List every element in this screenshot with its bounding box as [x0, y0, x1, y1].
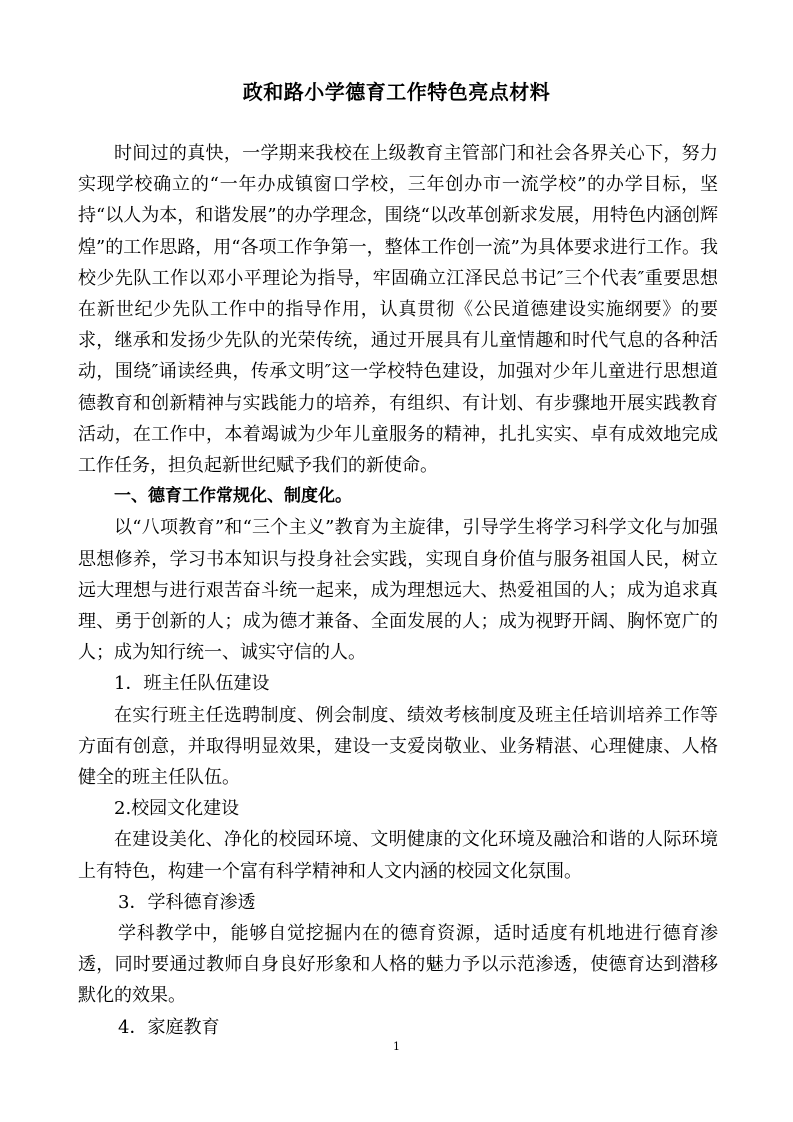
section-1-paragraph: 以“八项教育”和“三个主义”教育为主旋律，引导学生将学习科学文化与加强思想修养，学习书本知识与投身社会实践，实现自身价值与服务祖国人民，树立远大理想与进行艰苦奋斗统一起来，成为理想远大、热爱祖国的人；成为追求真理、勇于创新的人；成为德才兼备、全面发展的人；成为视野开阔、胸怀宽广的人；成为知行统一、诚实守信的人。 — [78, 517, 718, 664]
subheading-4: 4．家庭教育 — [118, 1016, 220, 1038]
intro-paragraph: 时间过的真快，一学期来我校在上级教育主管部门和社会各界关心下，努力实现学校确立的“一年办成镇窗口学校，三年创办市一流学校”的办学目标，坚持“以人为本，和谐发展”的办学理念，围绕“以改革创新求发展，用特色内涵创辉煌”的工作思路，用“各项工作争第一，整体工作创一流”为具体要求进行工作。我校少先队工作以邓小平理论为指导，牢固确立江泽民总书记″三个代表″重要思想在新世纪少先队工作中的指导作用，认真贯彻《公民道德建设实施纲要》的要求，继承和发扬少先队的光荣传统，通过开展具有儿童情趣和时代气息的各种活动，围绕″诵读经典，传承文明″这一学校特色建设，加强对少年儿童进行思想道德教育和创新精神与实践能力的培养，有组织、有计划、有步骤地开展实践教育活动，在工作中，本着竭诚为少年儿童服务的精神，扎扎实实、卓有成效地完成工作任务，担负起新世纪赋予我们的新使命。 — [78, 143, 718, 477]
subsection-1-paragraph: 在实行班主任选聘制度、例会制度、绩效考核制度及班主任培训培养工作等方面有创意，并取得明显效果，建设一支爱岗敬业、业务精湛、心理健康、人格健全的班主任队伍。 — [78, 704, 718, 789]
subsection-3-paragraph: 学科教学中，能够自觉挖掘内在的德育资源，适时适度有机地进行德育渗透，同时要通过教师自身良好形象和人格的魅力予以示范渗透，使德育达到潜移默化的效果。 — [78, 923, 718, 1007]
subheading-1: 1．班主任队伍建设 — [114, 673, 270, 695]
subsection-2-paragraph: 在建设美化、净化的校园环境、文明健康的文化环境及融洽和谐的人际环境上有特色，构建一个富有科学精神和人文内涵的校园文化氛围。 — [78, 829, 718, 882]
document-body — [78, 138, 718, 1043]
section-heading-1: 一、德育工作常规化、制度化。 — [114, 486, 352, 507]
subheading-2: 2.校园文化建设 — [114, 798, 240, 820]
page-number: 1 — [393, 1040, 400, 1053]
document-title: 政和路小学德育工作特色亮点材料 — [242, 80, 551, 104]
subheading-3: 3．学科德育渗透 — [118, 891, 256, 913]
